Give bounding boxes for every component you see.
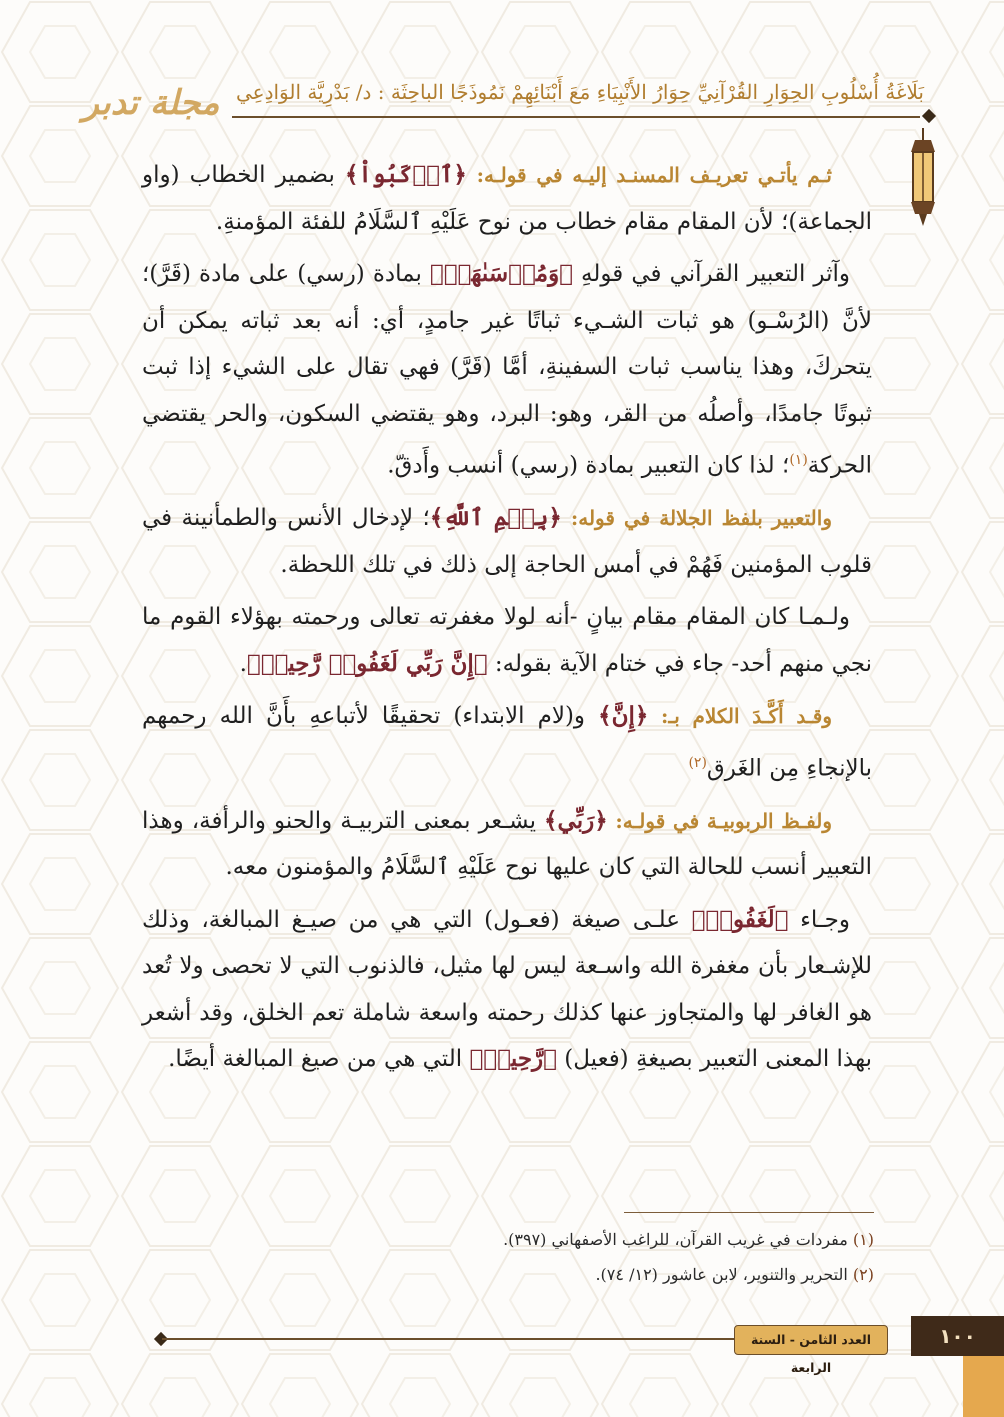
paragraph xyxy=(142,152,872,245)
paragraph-text: ولـمـا كان المقام مقام بيانٍ -أنه لولا مغفرته تعالى ورحمته بهؤلاء القوم ما نجي منهم أحد- جاء في ختام الآية بقوله: xyxy=(142,604,872,677)
footnote-marker[interactable]: (١) xyxy=(789,452,808,468)
footer-rule xyxy=(162,1338,738,1340)
journal-logo: مجلة تدبر xyxy=(82,83,220,123)
paragraph-text: علـى صيغة (فعـول) التي هي من صيـغ المبالغة، وذلك للإشـعار بأن مغفرة الله واسـعة ليس لها مثيل، فالذنوب التي لا تحصى ولا تُعد هو الغافر لها والمتجاوز عنها كذلك رحمته واسعة شاملة تعم الخلق، وقد أشعر بهذا المعنى التعبير بصيغةِ (فعيل) xyxy=(142,906,872,1073)
footnote-separator xyxy=(624,1212,874,1213)
quran-quote: ﴿رَبِّي﴾ xyxy=(544,806,608,834)
paragraph xyxy=(142,693,872,792)
paragraph-text: بمادة (رسي) على مادة (قَرَّ)؛ لأنَّ (الرُسْـو) هو ثبات الشـيء ثباتًا غير جامدٍ، أي: أنه بعد ثباته يمكن أن يتحركَ، وهذا يناسب ثبات السفينةِ، أمَّا (قَرَّ) فهي تقال على الشيء إذا ثبت ثبوتًا جامدًا، وأصلُه من القر، وهو: البرد، وهو يقتضي السكون، والحر يقتضي الحركة xyxy=(142,261,872,479)
paragraph xyxy=(142,798,872,891)
footnote-number: (١) xyxy=(852,1230,874,1249)
paragraph-lead: وقـد أَكَّـدَ الكلام بـ: xyxy=(648,704,832,729)
paragraph-text: وآثر التعبير القرآني في قولهِ xyxy=(572,261,850,287)
page-header xyxy=(0,62,1004,142)
footnote xyxy=(400,1222,874,1257)
paragraph-lead: ثـم يأتـي تعريـف المسنـد إليـه في قولـه: xyxy=(466,163,832,187)
paragraph-lead: والتعبير بلفظ الجلالة في قوله: xyxy=(561,506,832,531)
footnote xyxy=(400,1257,874,1292)
page-number: ١٠٠ xyxy=(911,1316,1004,1356)
paragraph-text: ؛ لإدخال الأنس والطمأنينة في قلوب المؤمنين فَهُمْ في أمس الحاجة إلى ذلك في تلك اللحظة. xyxy=(142,505,872,578)
quran-quote: ﴿رَّحِيمٞ﴾ xyxy=(469,1045,557,1073)
quran-quote: ﴿إِنَّ رَبِّي لَغَفُورٞ رَّحِيمٞ﴾ xyxy=(246,649,488,677)
paragraph-text: بضمير الخطاب (واو الجماعة)؛ لأن المقام مقام خطاب من نوح عَلَيْهِ ٱلسَّلَامُ للفئة المؤمنةِ. xyxy=(142,162,872,235)
quran-quote: ﴿وَمُرۡسَىٰهَآۚ﴾ xyxy=(429,260,573,287)
paragraph xyxy=(142,251,872,489)
lantern-icon xyxy=(905,128,941,228)
footnote-number: (٢) xyxy=(852,1265,874,1284)
footnotes xyxy=(400,1222,874,1292)
paragraph-text: يشـعر بمعنى التربيـة والحنو والرأفة، وهذا التعبير أنسب للحالة التي كان عليها نوح عَلَيْهِ ٱلسَّلَامُ والمؤمنون معه. xyxy=(142,807,872,881)
quran-quote: ﴿بِسۡمِ ٱللَّهِ﴾ xyxy=(429,504,562,532)
paragraph-end: . xyxy=(239,650,247,677)
paragraph xyxy=(142,495,872,588)
footnote-marker[interactable]: (٢) xyxy=(688,754,707,771)
running-title: بَلَاغَةُ أُسْلُوبِ الحِوَارِ القُرْآنِيِّ حِوَارُ الأَنْبِيَاءِ مَعَ أَبْنَائِهِمْ نَمُوذَجًا الباحِثَة : د/ بَدْرِيَّة الوَادِعِي xyxy=(235,80,924,104)
footnote-text: التحرير والتنوير، لابن عاشور (١٢/ ٧٤). xyxy=(595,1265,853,1284)
paragraph-text: التي هي من صيغ المبالغة أيضًا. xyxy=(168,1046,470,1073)
quran-quote: ﴿ٱرۡكَبُواْ﴾ xyxy=(344,161,467,188)
paragraph-text: و(لام الابتداء) تحقيقًا لأتباعهِ بأَنَّ الله رحمهم بالإنجاءِ مِن الغَرق xyxy=(142,703,872,782)
quran-quote: ﴿لَغَفُورٞ﴾ xyxy=(691,905,789,933)
article-body xyxy=(142,152,872,1089)
paragraph-text: ؛ لذا كان التعبير بمادة (رسي) أنسب وأَدقّ. xyxy=(387,452,790,479)
corner-tab xyxy=(963,1356,1004,1417)
issue-label: العدد الثامن - السنة الرابعة xyxy=(734,1325,888,1355)
paragraph-lead: ولفـظ الربوبيـة في قولـه: xyxy=(607,808,832,833)
footnote-text: مفردات في غريب القرآن، للراغب الأصفهاني (٣٩٧). xyxy=(503,1230,853,1249)
paragraph xyxy=(142,897,872,1083)
paragraph xyxy=(142,594,872,687)
paragraph-text: وجـاء xyxy=(788,906,850,933)
quran-quote: ﴿إِنَّ﴾ xyxy=(598,702,649,730)
header-rule xyxy=(232,116,920,118)
